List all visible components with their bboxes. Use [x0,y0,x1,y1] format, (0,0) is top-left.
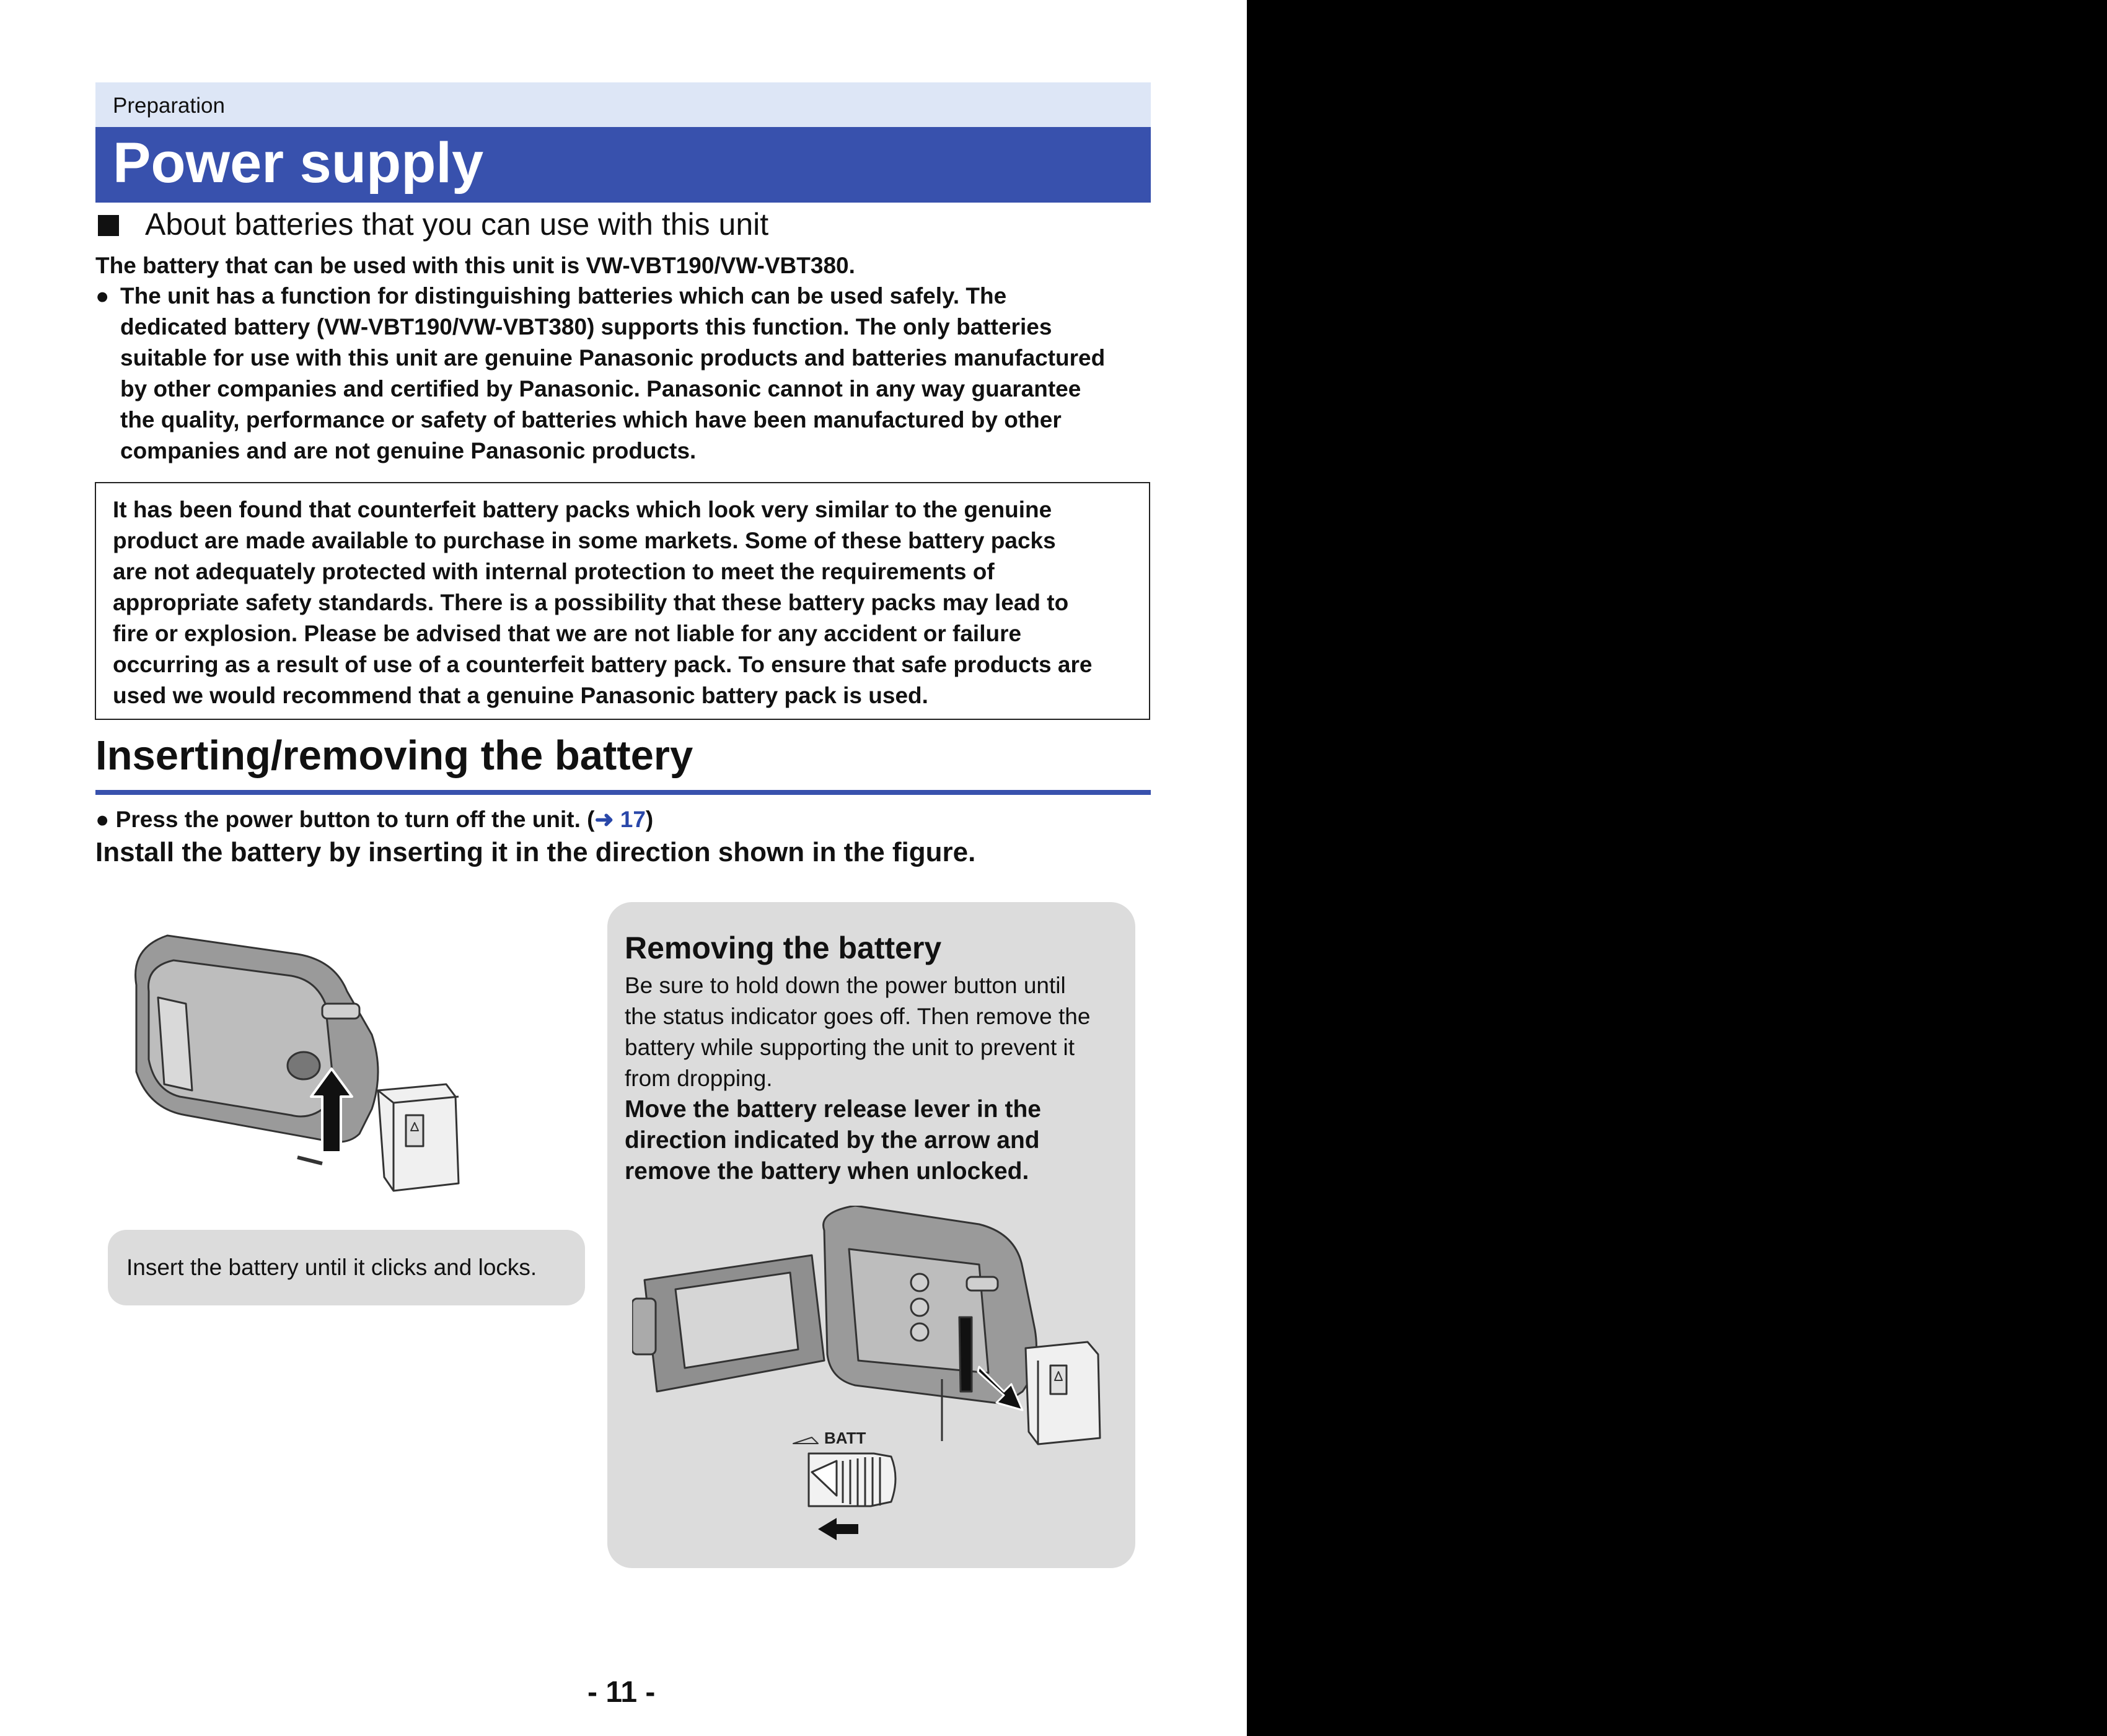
removing-battery-panel [607,902,1135,1568]
battery-note-line: the quality, performance or safety of batteries which have been manufactured by other [120,407,1062,432]
heading-rule [95,790,1151,795]
section-label: Preparation [113,94,225,118]
battery-note-line: dedicated battery (VW-VBT190/VW-VBT380) supports this function. The only batteries [120,314,1052,340]
power-off-bullet [95,804,653,835]
about-batteries-heading [95,206,768,243]
page-number: - 11 - [587,1676,656,1709]
bullet-icon: ● [95,283,110,309]
removing-body-line: from dropping. [625,1066,773,1091]
page-reference-link[interactable]: ➜ 17 [594,807,646,832]
batt-lever-label: BATT [824,1429,866,1447]
battery-intro: The battery that can be used with this unit is VW-VBT190/VW-VBT380. [95,253,855,278]
removing-battery-body [625,970,1090,1094]
right-black-panel [1247,0,2107,1736]
warning-line: used we would recommend that a genuine Panasonic battery pack is used. [113,683,928,708]
insert-battery-illustration [112,911,471,1202]
insert-caption: Insert the battery until it clicks and locks. [126,1255,537,1280]
power-off-close: ) [645,807,654,832]
about-heading-text: About batteries that you can use with this unit [145,207,769,242]
battery-note-line: suitable for use with this unit are genuine Panasonic products and batteries manufactured [120,345,1106,370]
power-off-text: Press the power button to turn off the unit. ( [115,807,595,832]
battery-note-line: The unit has a function for distinguishing batteries which can be used safely. The [120,283,1007,309]
page-title: Power supply [113,131,484,195]
battery-note-bullet [95,281,1153,467]
removing-step-line: Move the battery release lever in the [625,1096,1041,1123]
inserting-removing-heading: Inserting/removing the battery [95,732,693,779]
removing-battery-steps [625,1094,1041,1187]
battery-note-text [120,281,1153,467]
counterfeit-warning-box [95,482,1150,720]
battery-note-line: by other companies and certified by Panasonic. Panasonic cannot in any way guarantee [120,376,1081,401]
insert-caption-box [108,1230,585,1305]
removing-step-line: remove the battery when unlocked. [625,1158,1029,1185]
warning-line: appropriate safety standards. There is a possibility that these battery packs may lead to [113,590,1069,615]
removing-body-line: Be sure to hold down the power button until [625,973,1066,998]
counterfeit-warning-text [113,494,1092,711]
warning-line: are not adequately protected with internal protection to meet the requirements of [113,559,995,584]
removing-body-line: the status indicator goes off. Then remove the [625,1004,1091,1029]
removing-battery-title: Removing the battery [625,931,942,965]
removing-step-line: direction indicated by the arrow and [625,1127,1040,1154]
square-bullet-icon [98,215,119,236]
removing-body-line: battery while supporting the unit to prevent it [625,1035,1075,1060]
remove-battery-illustration [632,1206,1115,1540]
warning-line: product are made available to purchase in some markets. Some of these battery packs [113,528,1056,553]
warning-line: It has been found that counterfeit battery packs which look very similar to the genuine [113,497,1052,522]
battery-note-line: companies and are not genuine Panasonic products. [120,438,697,463]
install-instruction: Install the battery by inserting it in the direction shown in the figure. [95,837,976,867]
bullet-icon: ● [95,807,110,832]
warning-line: occurring as a result of use of a counterfeit battery pack. To ensure that safe products are [113,652,1093,677]
title-bar [95,127,1151,203]
warning-line: fire or explosion. Please be advised that we are not liable for any accident or failure [113,621,1022,646]
section-bar [95,82,1151,127]
